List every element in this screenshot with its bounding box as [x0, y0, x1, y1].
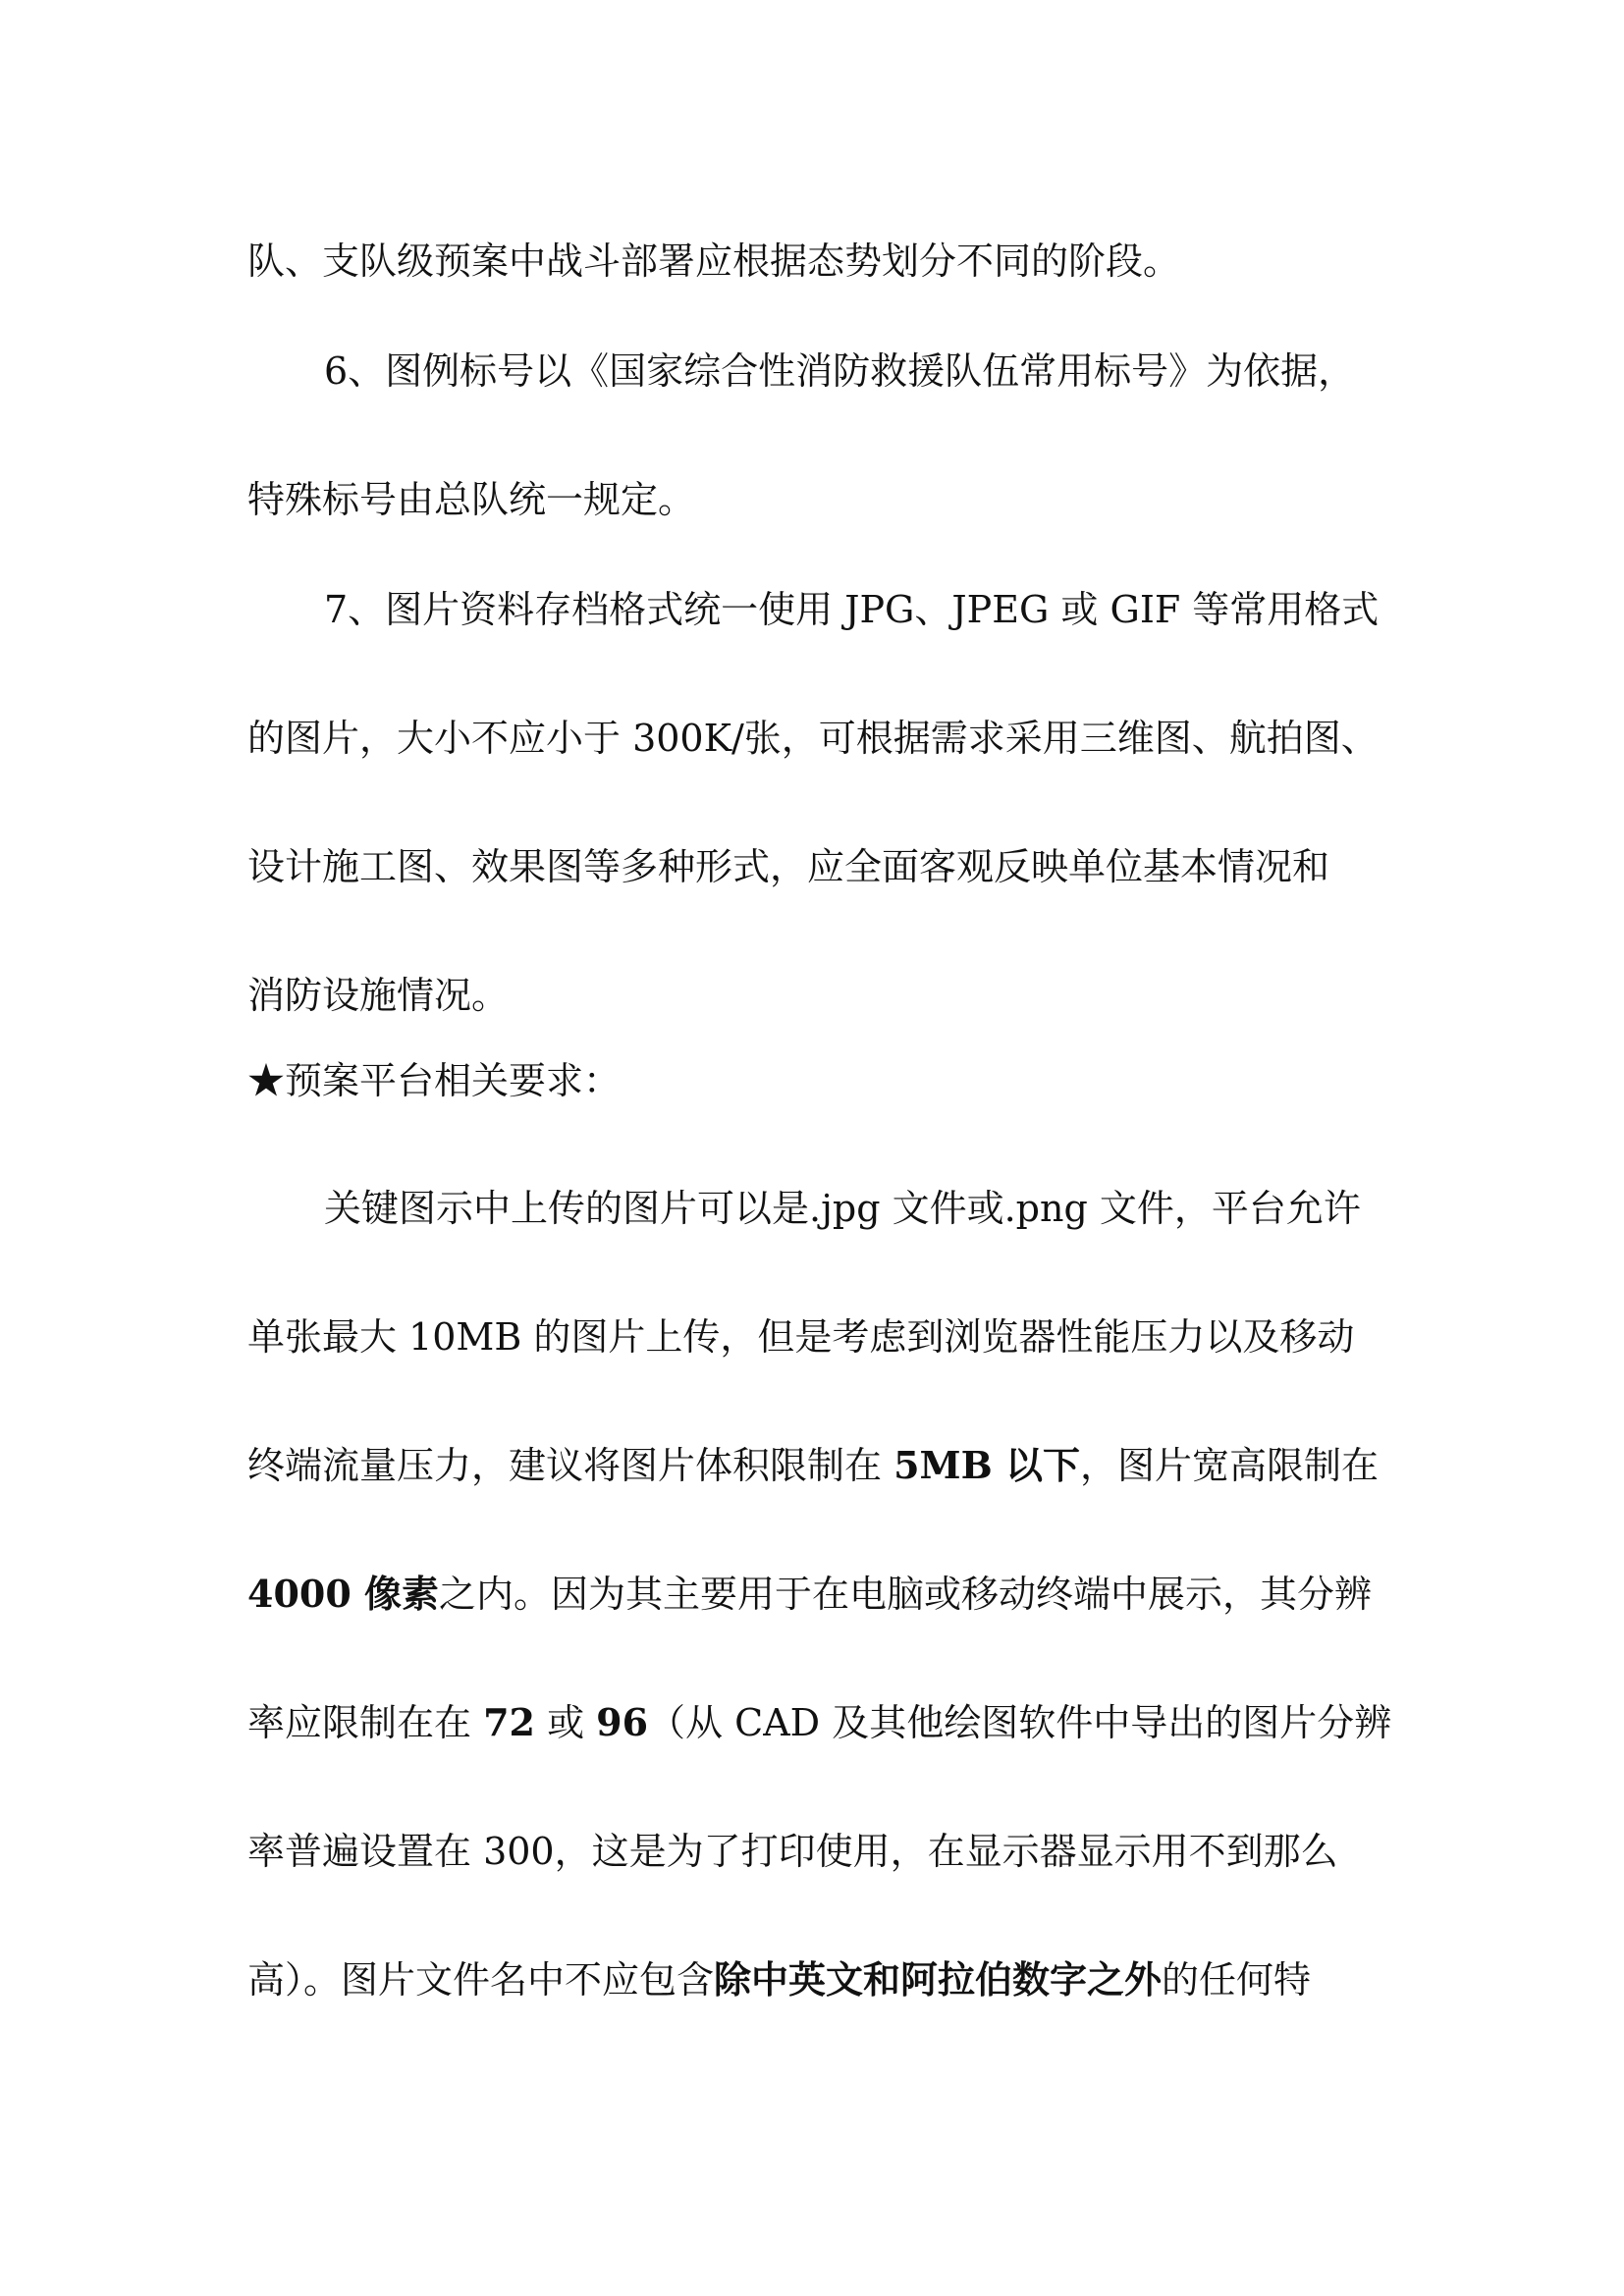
text-run: 单张最大 10MB 的图片上传，但是考虑到浏览器性能压力以及移动: [247, 1315, 1355, 1359]
paragraph-line: [324, 347, 1355, 395]
paragraph-line: [247, 1313, 1354, 1361]
paragraph-line: [247, 972, 509, 1019]
heading-text: ★预案平台相关要求：: [247, 1059, 622, 1102]
paragraph-line: [247, 1956, 1311, 2003]
text-run: 6、图例标号以《国家综合性消防救援队伍常用标号》为依据，: [324, 349, 1356, 393]
text-run: 特殊标号由总队统一规定。: [247, 478, 696, 521]
bold-text-run: 72: [483, 1700, 535, 1744]
bold-text-run: 4000 像素: [247, 1572, 439, 1616]
paragraph-line: [247, 476, 695, 523]
text-run: 消防设施情况。: [247, 974, 510, 1017]
text-run: 之内。因为其主要用于在电脑或移动终端中展示，其分辨: [439, 1573, 1373, 1616]
bold-text-run: 96: [596, 1700, 649, 1744]
paragraph-line: [247, 1699, 1391, 1746]
text-run: ，图片宽高限制在: [1079, 1444, 1379, 1487]
text-run: 或: [534, 1701, 597, 1744]
paragraph-line: [247, 238, 1180, 285]
text-run: 7、图片资料存档格式统一使用 JPG、JPEG 或 GIF 等常用格式: [324, 588, 1380, 631]
text-run: 关键图示中上传的图片可以是.jpg 文件或.png 文件，平台允许: [324, 1187, 1361, 1230]
paragraph-line: [247, 715, 1379, 762]
text-run: （从 CAD 及其他绘图软件中导出的图片分辨: [648, 1701, 1392, 1744]
paragraph-line: [247, 843, 1329, 890]
paragraph-line: [324, 586, 1379, 633]
text-run: 高）。图片文件名中不应包含: [247, 1958, 715, 2002]
bold-text-run: 5MB 以下: [893, 1443, 1080, 1487]
text-run: 设计施工图、效果图等多种形式，应全面客观反映单位基本情况和: [247, 845, 1330, 888]
text-run: 率普遍设置在 300，这是为了打印使用，在显示器显示用不到那么: [247, 1830, 1338, 1873]
text-run: 的图片，大小不应小于 300K/张，可根据需求采用三维图、航拍图、: [247, 717, 1379, 760]
section-heading: [247, 1057, 621, 1104]
text-run: 的任何特: [1162, 1958, 1312, 2002]
paragraph-line: [247, 1828, 1338, 1875]
text-run: 终端流量压力，建议将图片体积限制在: [247, 1444, 894, 1487]
paragraph-line: [324, 1185, 1361, 1232]
paragraph-line: [247, 1571, 1372, 1618]
bold-text-run: 除中英文和阿拉伯数字之外: [714, 1957, 1163, 2002]
paragraph-line: [247, 1442, 1379, 1489]
text-run: 率应限制在在: [247, 1701, 484, 1744]
text-run: 队、支队级预案中战斗部署应根据态势划分不同的阶段。: [247, 240, 1181, 283]
